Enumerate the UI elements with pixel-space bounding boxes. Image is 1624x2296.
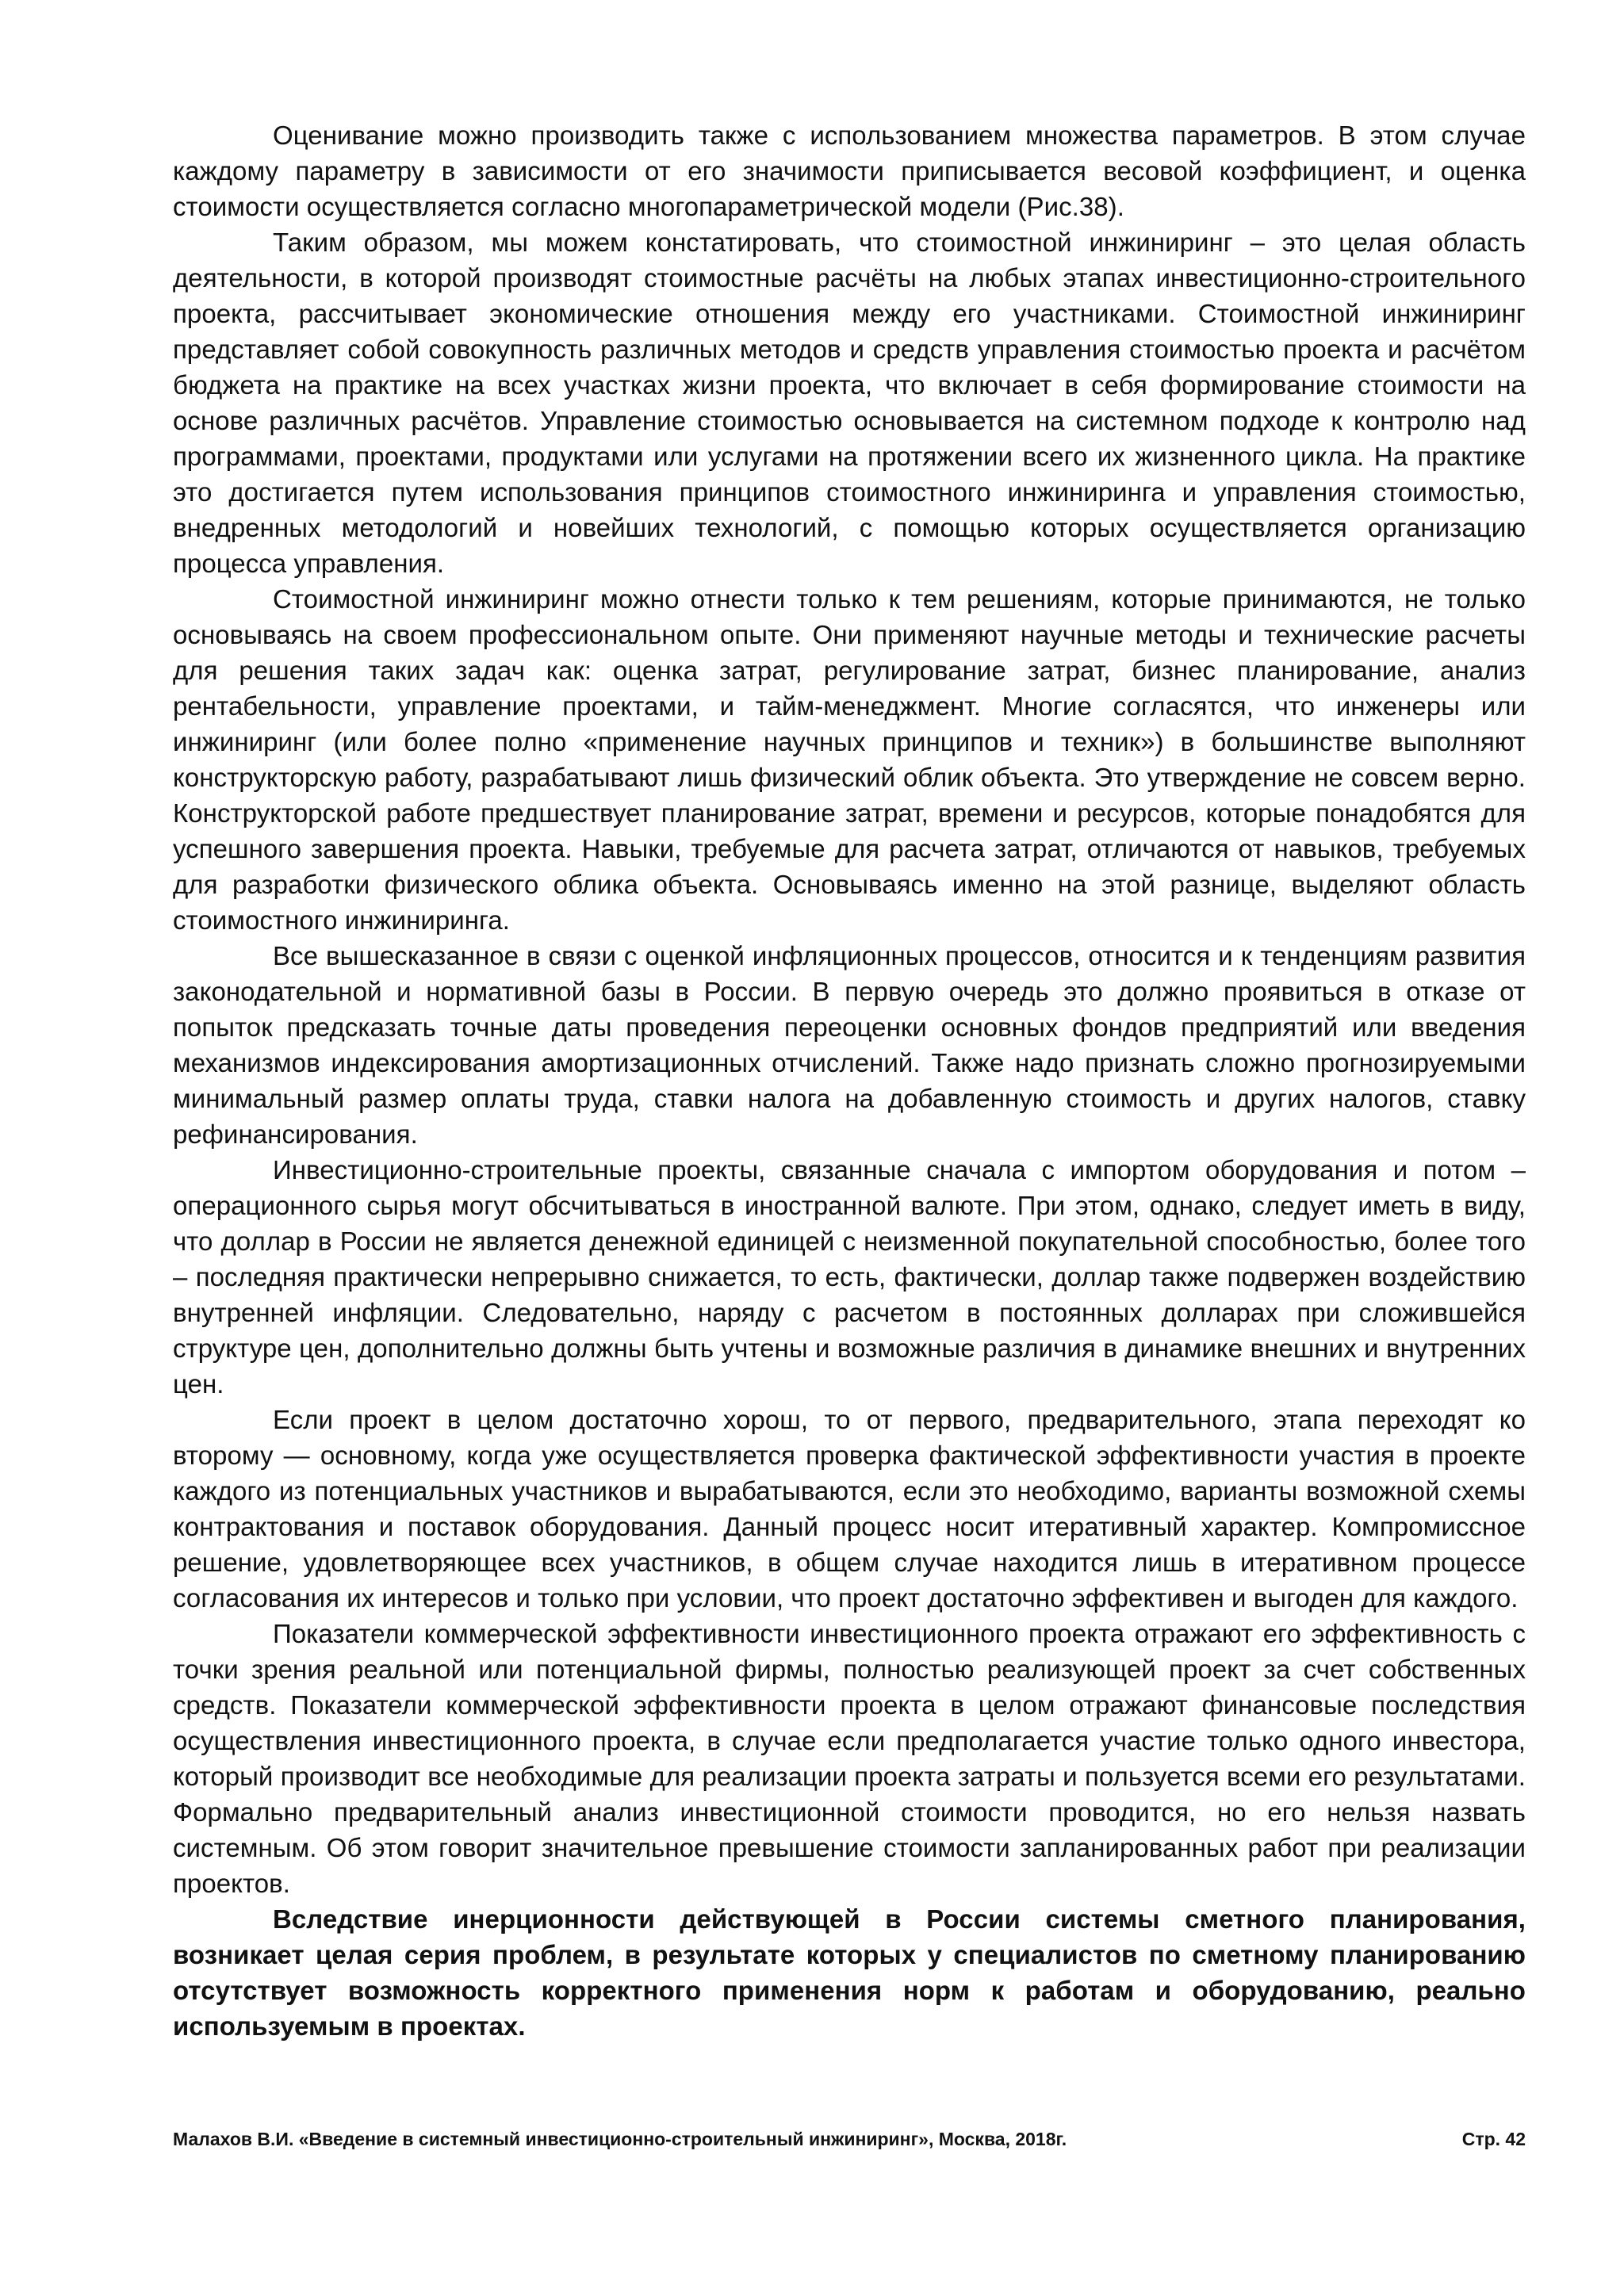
paragraph-6: Если проект в целом достаточно хорош, то от первого, предварительного, этапа переходят ко второму — основному, когда уже осуществляется проверка фактической эффективности участия в проекте каждого из потенциальных участников и вырабатываются, если это необходимо, варианты возможной схемы контрактования и поставок оборудования. Данный процесс носит итеративный характер. Компромиссное решение, удовлетворяющее всех участников, в общем случае находится лишь в итеративном процессе согласования их интересов и только при условии, что проект достаточно эффективен и выгоден для каждого. xyxy=(173,1405,1526,1613)
document-body xyxy=(173,117,1526,2044)
paragraph-5: Инвестиционно-строительные проекты, связанные сначала с импортом оборудования и потом – операционного сырья могут обсчитываться в иностранной валюте. При этом, однако, следует иметь в виду, что доллар в России не является денежной единицей с неизменной покупательной способностью, более того – последняя практически непрерывно снижается, то есть, фактически, доллар также подвержен воздействию внутренней инфляции. Следовательно, наряду с расчетом в постоянных долларах при сложившейся структуре цен, дополнительно должны быть учтены и возможные различия в динамике внешних и внутренних цен. xyxy=(173,1155,1526,1399)
page-number: Стр. 42 xyxy=(1461,2129,1526,2149)
footer-citation: Малахов В.И. «Введение в системный инвестиционно-строительный инжиниринг», Москва, 2018г. xyxy=(173,2129,1067,2149)
page-footer xyxy=(173,2129,1526,2150)
paragraph-7: Показатели коммерческой эффективности инвестиционного проекта отражают его эффективность с точки зрения реальной или потенциальной фирмы, полностью реализующей проект за счет собственных средств. Показатели коммерческой эффективности проекта в целом отражают финансовые последствия осуществления инвестиционного проекта, в случае если предполагается участие только одного инвестора, который производит все необходимые для реализации проекта затраты и пользуется всеми его результатами. Формально предварительный анализ инвестиционной стоимости проводится, но его нельзя назвать системным. Об этом говорит значительное превышение стоимости запланированных работ при реализации проектов. xyxy=(173,1619,1526,1898)
paragraph-1: Оценивание можно производить также с использованием множества параметров. В этом случае каждому параметру в зависимости от его значимости приписывается весовой коэффициент, и оценка стоимости осуществляется согласно многопараметрической модели (Рис.38). xyxy=(173,121,1526,221)
paragraph-2: Таким образом, мы можем констатировать, что стоимостной инжиниринг – это целая область деятельности, в которой производят стоимостные расчёты на любых этапах инвестиционно-строительного проекта, рассчитывает экономические отношения между его участниками. Стоимостной инжиниринг представляет собой совокупность различных методов и средств управления стоимостью проекта и расчётом бюджета на практике на всех участках жизни проекта, что включает в себя формирование стоимости на основе различных расчётов. Управление стоимостью основывается на системном подходе к контролю над программами, проектами, продуктами или услугами на протяжении всего их жизненного цикла. На практике это достигается путем использования принципов стоимостного инжиниринга и управления стоимостью, внедренных методологий и новейших технологий, с помощью которых осуществляется организацию процесса управления. xyxy=(173,228,1526,578)
paragraph-3: Стоимостной инжиниринг можно отнести только к тем решениям, которые принимаются, не только основываясь на своем профессиональном опыте. Они применяют научные методы и технические расчеты для решения таких задач как: оценка затрат, регулирование затрат, бизнес планирование, анализ рентабельности, управление проектами, и тайм-менеджмент. Многие согласятся, что инженеры или инжиниринг (или более полно «применение научных принципов и техник») в большинстве выполняют конструкторскую работу, разрабатывают лишь физический облик объекта. Это утверждение не совсем верно. Конструкторской работе предшествует планирование затрат, времени и ресурсов, которые понадобятся для успешного завершения проекта. Навыки, требуемые для расчета затрат, отличаются от навыков, требуемых для разработки физического облика объекта. Основываясь именно на этой разнице, выделяют область стоимостного инжиниринга. xyxy=(173,584,1526,935)
paragraph-4: Все вышесказанное в связи с оценкой инфляционных процессов, относится и к тенденциям развития законодательной и нормативной базы в России. В первую очередь это должно проявиться в отказе от попыток предсказать точные даты проведения переоценки основных фондов предприятий или введения механизмов индексирования амортизационных отчислений. Также надо признать сложно прогнозируемыми минимальный размер оплаты труда, ставки налога на добавленную стоимость и других налогов, ставку рефинансирования. xyxy=(173,941,1526,1149)
paragraph-8-bold: Вследствие инерционности действующей в России системы сметного планирования, возникает целая серия проблем, в результате которых у специалистов по сметному планированию отсутствует возможность корректного применения норм к работам и оборудованию, реально используемым в проектах. xyxy=(173,1904,1526,2041)
